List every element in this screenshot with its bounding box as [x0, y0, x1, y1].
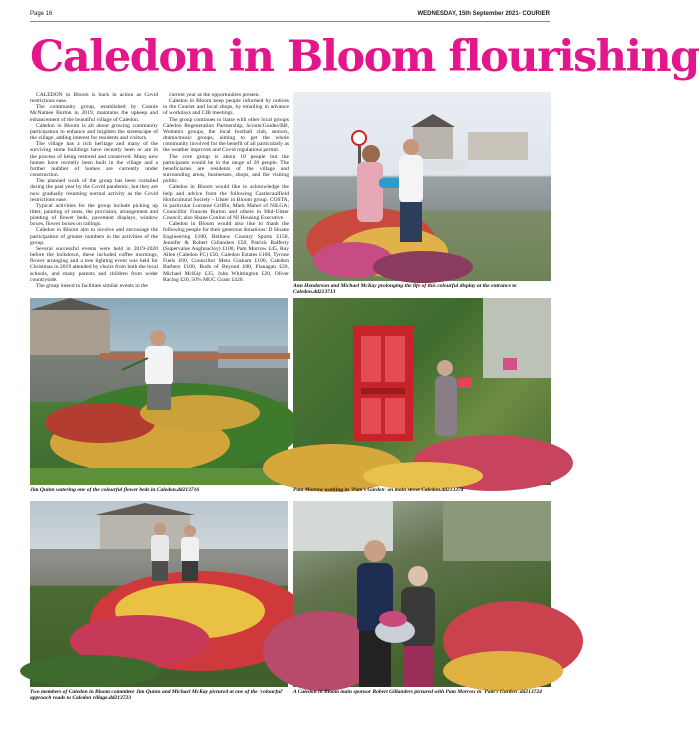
article-paragraph: current year as the opportunities present.: [169, 92, 261, 98]
photo-sponsor-illustration: [293, 501, 551, 687]
article-paragraph: The village has a rich heritage and many of the surviving stone buildings have recently been or are in the process of being restored and conserved. Many new homes have recently been built in the village and a further number of homes are currently under construction.: [30, 141, 158, 179]
photo-committee-members-caption: Two members of Caledon in Bloom committee Jim Quinn and Michael McKay pictured at one of the 'colourful' approach roads to Caledon village.dd213723: [30, 689, 284, 702]
article-paragraph: Caledon in Bloom is all about growing community participation to enhance and brighten the streetscape of the village, adding interest for residents and visitors.: [30, 122, 158, 142]
article-paragraph: Several successful events were held in 2019-2020 before the lockdown, these included coffee mornings, flower arranging and a tree lighting event was held for Christmas in 2019 attended by choirs from both the local schools, and many parents and children from wider countryside.: [30, 245, 158, 283]
article-paragraph: Caledon in Bloom aim to involve and encourage the participation of greater numbers in the activities of the group.: [30, 227, 158, 246]
photo-committee-members: [30, 501, 288, 687]
photo-entrance-display-caption: Ann Henderson and Michael McKay prolonging the life of this colourful display at the entrance to Caledon.dd213713: [293, 283, 517, 296]
page-number: Page 16: [30, 11, 53, 17]
photo-watering-illustration: [30, 298, 288, 485]
page-header: [30, 9, 550, 21]
header-rule: [30, 21, 550, 22]
article-paragraph: The group intend to facilitate similar events in the: [36, 282, 148, 289]
article-paragraph: The community group, established by Connie McNamee Burton in 2019, maintains the upkeep and enhancement of the beautiful village of Caledon.: [30, 104, 158, 123]
photo-committee-members-illustration: [30, 501, 288, 687]
article-paragraph: The planned work of the group has been curtailed during the past year by the Covid pandemic, but they are now gradually resuming normal activity as the Covid restrictions ease.: [30, 178, 158, 203]
article-paragraph: Caledon in Bloom would like to acknowledge the help and advice from the following Castlecaulfield Horticultural Society - Ulster in Bloom group. COSTA, in particular Lorraine Griffin, Mark Maher of NILGA; Councillor Frances Burton and others in Mid-Ulster Council; also Shane Conlon of NI Housing Executive.: [163, 184, 289, 222]
article-paragraph: Typical activities for the group include picking up litter, painting of seats, the provision, arrangement and planting of flower beds, pavement displays, window boxes, flower boxes on railings.: [30, 202, 158, 228]
article-paragraph: The group continues to liaise with other local groups Caledon Regeneration Partnership, Scouts/Guides/BB, Women's groups, the local football club, seniors, drama/music groups, aiming to get the whole community involved for the benefit of all particularly as the weather improves and Covid regulations permit.: [163, 116, 289, 154]
photo-pams-garden-illustration: [293, 298, 551, 485]
article-paragraph: Caledon in Bloom would also like to thank the following people for their generous donations: D Sloane Engineering £100, Bellnew Country Sports £150, Jennifer & Robert Gillanders £50, Patrick Rafferty (Supervalue Aughnacloy) £100, Pam Morrow £45, Ray Allen (Caledon FC) £50, Caledon Estates £100, Tyrone Fuels £60, Councillor Meta Graham £100, Caledon Barbers £100, Buds of Beyond £80, Flanagan £20, Michael McKay £35, John Whittington £20, Oliver Racing £20, 50% MUC Grant £420.: [163, 221, 289, 283]
headline: Caledon in Bloom flourishing: [30, 32, 699, 82]
photo-watering-caption: Jim Quinn watering one of the colourful flower beds in Caledon.dd213716: [30, 487, 200, 493]
photo-entrance-display: [293, 92, 551, 281]
photo-pams-garden: [293, 298, 551, 485]
photo-sponsor: [293, 501, 551, 687]
article-paragraph: The core group is about 10 people but the participants would be in the range of 20 people. The beneficiaries are residents of the village and surrounding areas, businesses, shops, and the visiting public.: [163, 153, 289, 185]
photo-watering: [30, 298, 288, 485]
photo-pams-garden-caption: Pam Morrow working in 'Pam's Garden' on main street Caledon.dd213374: [293, 487, 464, 493]
article-paragraph: Caledon in Bloom keep people informed by notices in the Courier and local shops, by emailing in advance of workdays and CIB meetings.: [163, 98, 289, 117]
photo-entrance-display-illustration: [293, 92, 551, 281]
photo-sponsor-caption: A Caledon in Bloom main sponsor Robert Gillanders pictured with Pam Morrow in 'Pam's Garden'.dd213724: [293, 689, 542, 695]
article-paragraph: CALEDON in Bloom is back in action as Covid restrictions ease.: [30, 92, 158, 105]
dateline: WEDNESDAY, 15th September 2021- COURIER: [417, 11, 550, 17]
